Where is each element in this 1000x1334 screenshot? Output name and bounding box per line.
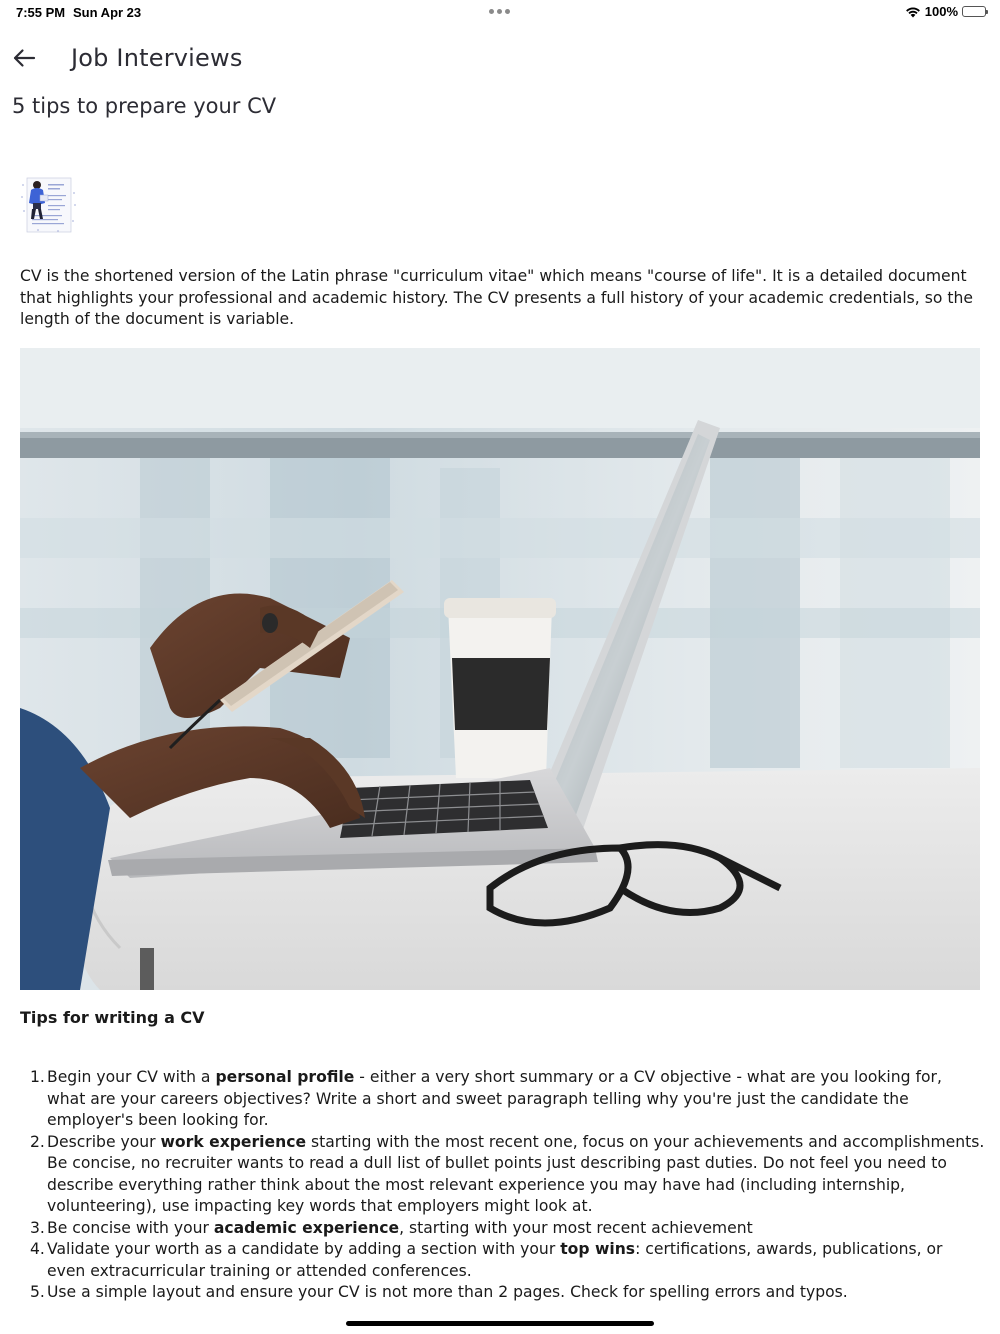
cv-illustration-icon (18, 175, 78, 235)
wifi-icon (905, 6, 921, 18)
status-date: Sun Apr 23 (73, 5, 142, 20)
list-item-bold: top wins (560, 1240, 636, 1258)
hero-image (20, 348, 980, 990)
list-item-text: , starting with your most recent achievement (399, 1218, 753, 1237)
status-right (905, 4, 986, 19)
intro-paragraph: CV is the shortened version of the Latin phrase "curriculum vitae" which means "course of life". It is a detailed document that highlights your professional and academic history. The CV presents a full history of your academic credentials, so the length of the document is variable. (20, 267, 973, 328)
battery-icon (962, 6, 986, 17)
list-item (20, 1218, 985, 1240)
list-item-number: 5. (30, 1283, 45, 1301)
list-item (20, 1067, 985, 1132)
list-item-bold: personal profile (215, 1068, 355, 1086)
list-item-text: Describe your (47, 1132, 161, 1151)
list-item-text: - either a very short summary or a CV objective - what are you looking for, what are your careers objectives? Write a short and sweet paragraph telling why you're just the candidate the employer's been looking for. (47, 1068, 942, 1129)
article-title: 5 tips to prepare your CV (12, 94, 277, 118)
back-button[interactable] (10, 46, 38, 74)
list-item-text: Use a simple layout and ensure your CV is not more than 2 pages. Check for spelling errors and typos. (47, 1283, 848, 1301)
section-heading: Tips for writing a CV (20, 1008, 205, 1027)
list-item-text: Begin your CV with a (47, 1068, 216, 1086)
list-item-text: : certifications, awards, publications, or even extracurricular training or attended conferences. (47, 1240, 943, 1280)
home-indicator[interactable] (346, 1321, 654, 1326)
list-item-text: Be concise with your (47, 1218, 214, 1237)
list-item (20, 1239, 985, 1282)
tips-list (20, 1067, 985, 1304)
status-time: 7:55 PM (16, 5, 66, 20)
list-item (20, 1282, 985, 1304)
page-title: Job Interviews (71, 44, 243, 72)
list-item-number: 1. (30, 1068, 45, 1086)
list-item-number: 4. (30, 1240, 45, 1258)
list-item (20, 1132, 985, 1218)
arrow-left-icon (12, 48, 36, 72)
status-bar (0, 0, 1000, 24)
list-item-bold: work experience (160, 1132, 307, 1151)
list-item-text: starting with the most recent one, focus on your achievements and accomplishments. Be concise, no recruiter wants to read a dull list of bullet points just describing past duties. Do not feel you need to describe everything rather think about the most relevant experience you may have had (including internship, volunteering), use impacting key words that employers might look at. (47, 1132, 985, 1215)
list-item-bold: academic experience (213, 1218, 400, 1237)
list-item-text: Validate your worth as a candidate by adding a section with your (47, 1240, 561, 1258)
battery-percent: 100% (924, 4, 958, 19)
list-item-number: 3. (30, 1218, 45, 1237)
list-item-number: 2. (30, 1132, 45, 1151)
multitasking-dots-icon[interactable] (489, 9, 510, 14)
